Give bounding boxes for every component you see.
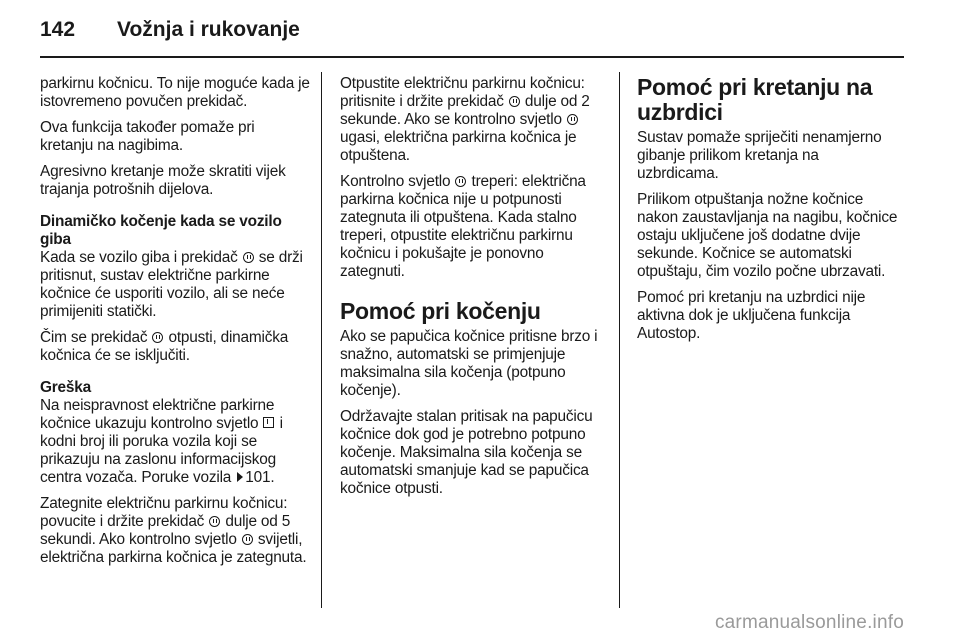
- page-reference-icon: [237, 472, 243, 482]
- paragraph: parkirnu kočnicu. To nije moguće kada je istovremeno povučen prekidač.: [40, 75, 310, 110]
- parking-brake-switch-icon: [152, 332, 163, 343]
- parking-brake-light-icon: [242, 534, 253, 545]
- text: treperi: električna parkirna kočnica nije u potpunosti zategnuta ili otpuštena. Kada stalno treperi, otpustite električnu parkirnu kočnicu i pokušajte je ponovno zategnuti.: [340, 173, 586, 280]
- paragraph: Agresivno kretanje može skratiti vijek trajanja potrošnih dijelova.: [40, 163, 286, 198]
- column-divider-1: [321, 72, 322, 608]
- text: dulje od 5 sekundi. Ako kontrolno svjetlo: [40, 513, 291, 548]
- text: i kodni broj ili poruka vozila koji se prikazuju na zaslonu informacijskog centra vozača. Poruke vozila: [40, 415, 283, 486]
- brake-fault-warning-icon: [263, 417, 274, 428]
- text: Kontrolno svjetlo: [340, 173, 451, 190]
- column-divider-2: [619, 72, 620, 608]
- column-1: [40, 75, 310, 575]
- section-heading-brake-assist: Pomoć pri kočenju: [340, 298, 541, 324]
- paragraph: Ova funkcija također pomaže pri kretanju na nagibima.: [40, 119, 255, 154]
- header-rule: [40, 56, 904, 58]
- subheading-dynamic-braking: Dinamičko kočenje kada se vozilo giba: [40, 213, 282, 248]
- parking-brake-switch-icon: [209, 516, 220, 527]
- parking-brake-light-icon: [455, 176, 466, 187]
- page-number: 142: [40, 18, 76, 41]
- parking-brake-switch-icon: [243, 252, 254, 263]
- text: dulje od 2 sekunde. Ako se kontrolno svjetlo: [340, 93, 590, 128]
- text: Na neispravnost električne parkirne kočnice ukazuju kontrolno svjetlo: [40, 397, 275, 432]
- parking-brake-switch-icon: [509, 96, 520, 107]
- text: 101.: [245, 469, 275, 486]
- parking-brake-light-icon: [567, 114, 578, 125]
- paragraph: [40, 249, 310, 321]
- paragraph: [40, 329, 310, 365]
- paragraph: [40, 495, 310, 567]
- text: se drži pritisnut, sustav električne parkirne kočnice će usporiti vozilo, ali se neće primijeniti statički.: [40, 249, 303, 320]
- paragraph: Ako se papučica kočnice pritisne brzo i snažno, automatski se primjenjuje maksimalna sila kočenja (potpuno kočenje).: [340, 328, 598, 399]
- text: Zategnite električnu parkirnu kočnicu: povucite i držite prekidač: [40, 495, 288, 530]
- watermark: carmanualsonline.info: [714, 612, 904, 633]
- text: svijetli, električna parkirna kočnica je zategnuta.: [40, 531, 307, 566]
- paragraph: Održavajte stalan pritisak na papučicu kočnice dok god je potrebno potpuno kočenje. Maksimalna sila kočenja se automatski smanjuje kad se papučica kočnice otpusti.: [340, 408, 593, 497]
- text: Čim se prekidač: [40, 329, 148, 346]
- paragraph: Sustav pomaže spriječiti nenamjerno gibanje prilikom kretanja na uzbrdicama.: [637, 129, 882, 182]
- subheading-fault: Greška: [40, 379, 91, 396]
- text: Kada se vozilo giba i prekidač: [40, 249, 238, 266]
- paragraph: Pomoć pri kretanju na uzbrdici nije aktivna dok je uključena funkcija Autostop.: [637, 289, 866, 342]
- paragraph: [40, 397, 310, 487]
- section-heading-hill-start-assist: Pomoć pri kretanju na uzbrdici: [637, 74, 873, 125]
- paragraph: [340, 75, 610, 165]
- column-3: [637, 75, 903, 351]
- text: Otpustite električnu parkirnu kočnicu: pritisnite i držite prekidač: [340, 75, 585, 110]
- text: ugasi, električna parkirna kočnica je otpuštena.: [340, 129, 577, 164]
- paragraph: [340, 173, 610, 281]
- page-title: Vožnja i rukovanje: [117, 18, 300, 41]
- column-2: [340, 75, 610, 506]
- paragraph: Prilikom otpuštanja nožne kočnice nakon zaustavljanja na nagibu, kočnice ostaju uključene još dodatne dvije sekunde. Kočnice se automatski otpuštaju, čim vozilo počne ubrzavati.: [637, 191, 898, 280]
- text: otpusti, dinamička kočnica će se isključiti.: [40, 329, 289, 364]
